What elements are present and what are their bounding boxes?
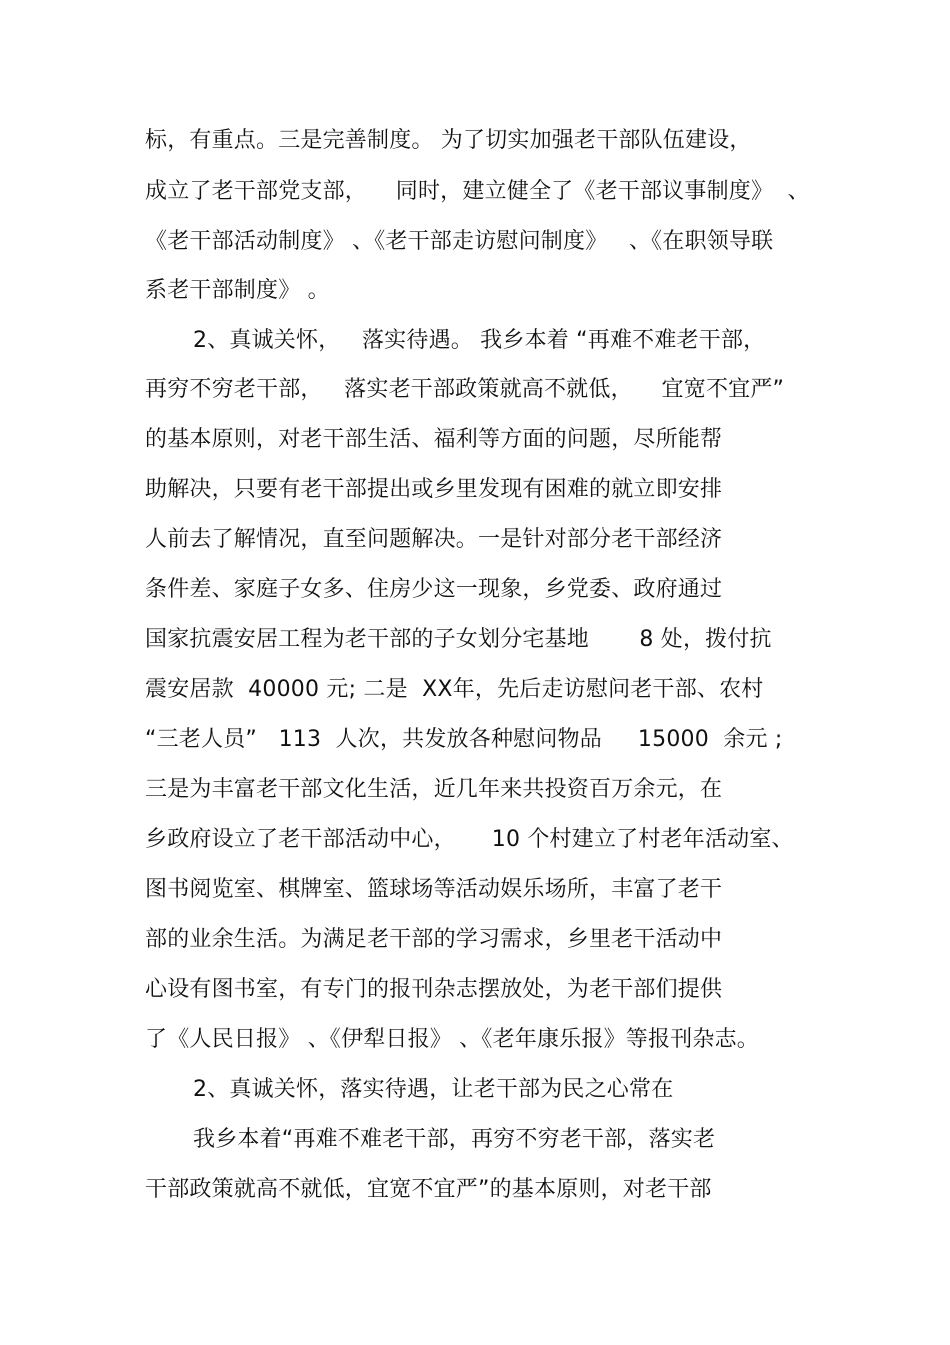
text-line: 了《人民日报》 、《伊犁日报》 、《老年康乐报》等报刊杂志。 bbox=[145, 1027, 759, 1052]
text-line: 部的业余生活。为满足老干部的学习需求，乡里老干活动中 bbox=[145, 927, 723, 952]
paragraph-heading: 2、真诚关怀， 落实待遇。 我乡本着 “再难不难老干部， bbox=[193, 328, 766, 353]
text-line: 的基本原则，对老干部生活、福利等方面的问题，尽所能帮 bbox=[145, 427, 723, 452]
text-line: 条件差、家庭子女多、住房少这一现象，乡党委、政府通过 bbox=[145, 577, 723, 602]
paragraph-heading: 2、真诚关怀，落实待遇，让老干部为民之心常在 bbox=[193, 1077, 674, 1102]
text-line: 震安居款 40000 元; 二是 XX年，先后走访慰问老干部、农村 bbox=[145, 677, 764, 702]
text-line: 成立了老干部党支部， 同时，建立健全了《老干部议事制度》 、 bbox=[145, 179, 810, 204]
text-line: 国家抗震安居工程为老干部的子女划分宅基地 8 处，拨付抗 bbox=[145, 627, 772, 652]
text-line: 标，有重点。三是完善制度。 为了切实加强老干部队伍建设， bbox=[145, 128, 752, 153]
text-line: 我乡本着“再难不难老干部，再穷不穷老干部，落实老 bbox=[193, 1127, 716, 1152]
text-line: 乡政府设立了老干部活动中心， 10 个村建立了村老年活动室、 bbox=[145, 827, 794, 852]
text-line: 心设有图书室，有专门的报刊杂志摆放处，为老干部们提供 bbox=[145, 977, 723, 1002]
text-line: 三是为丰富老干部文化生活，近几年来共投资百万余元，在 bbox=[145, 777, 723, 802]
text-line: 图书阅览室、棋牌室、篮球场等活动娱乐场所，丰富了老干 bbox=[145, 877, 723, 902]
text-line: 干部政策就高不就低，宜宽不宜严”的基本原则，对老干部 bbox=[145, 1177, 712, 1202]
text-line: 《老干部活动制度》 、《老干部走访慰问制度》 、《在职领导联 bbox=[145, 229, 774, 254]
text-line: “三老人员” 113 人次，共发放各种慰问物品 15000 余元 ; bbox=[145, 727, 783, 752]
text-line: 系老干部制度》 。 bbox=[145, 278, 330, 303]
text-line: 人前去了解情况，直至问题解决。一是针对部分老干部经济 bbox=[145, 527, 723, 552]
text-line: 再穷不穷老干部， 落实老干部政策就高不就低， 宜宽不宜严” bbox=[145, 377, 785, 402]
text-line: 助解决，只要有老干部提出或乡里发现有困难的就立即安排 bbox=[145, 477, 723, 502]
